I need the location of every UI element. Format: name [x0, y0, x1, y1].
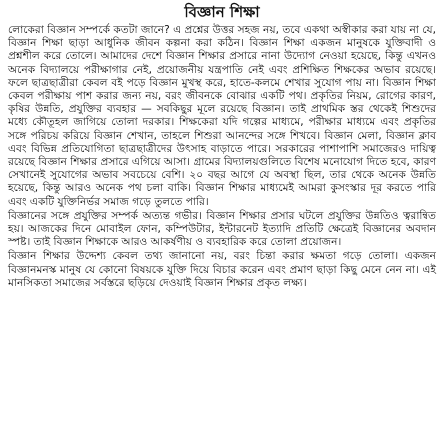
paragraph-1: লোকেরা বিজ্ঞান সম্পর্কে কতটা জানে? এ প্রশ্নের উত্তর সহজ নয়, তবে একথা অস্বীকার করা যায় না যে, বিজ্ঞান শিক্ষা ছাড়া আধুনিক জীবন কল্পনা করা কঠিন। বিজ্ঞান শিক্ষা একজন মানুষকে যুক্তিবাদী ও প্রশ্নশীল করে তোলে। আমাদের দেশে বিজ্ঞান শিক্ষার প্রসারে নানা উদ্যোগ নেওয়া হয়েছে, কিন্তু এখনও অনেক বিদ্যালয়ে পরীক্ষাগার নেই, প্রয়োজনীয় যন্ত্রপাতি নেই এবং প্রশিক্ষিত শিক্ষকের অভাব রয়েছে। ফলে ছাত্রছাত্রীরা কেবল বই পড়ে বিজ্ঞান মুখস্থ করে, হাতে-কলমে শেখার সুযোগ পায় না। বিজ্ঞান শিক্ষা কেবল পরীক্ষায় পাশ করার জন্য নয়, বরং জীবনকে বোঝার একটি পথ। প্রকৃতির নিয়ম, রোগের কারণ, কৃষির উন্নতি, প্রযুক্তির ব্যবহার — সবকিছুর মূলে রয়েছে বিজ্ঞান। তাই প্রাথমিক স্তর থেকেই শিশুদের মধ্যে কৌতূহল জাগিয়ে তোলা দরকার। শিক্ষকেরা যদি গল্পের মাধ্যমে, পরীক্ষার মাধ্যমে এবং প্রকৃতির সঙ্গে পরিচয় করিয়ে বিজ্ঞান শেখান, তাহলে শিশুরা আনন্দের সঙ্গে শিখবে। বিজ্ঞান মেলা, বিজ্ঞান ক্লাব এবং বিভিন্ন প্রতিযোগিতা ছাত্রছাত্রীদের উৎসাহ বাড়াতে পারে। সরকারের পাশাপাশি সমাজেরও দায়িত্ব রয়েছে বিজ্ঞান শিক্ষার প্রসারে এগিয়ে আসা। গ্রামের বিদ্যালয়গুলিতে বিশেষ মনোযোগ দিতে হবে, কারণ সেখানেই সুযোগের অভাব সবচেয়ে বেশি। ২০ বছর আগে যে অবস্থা ছিল, তার থেকে অনেক উন্নতি হয়েছে, কিন্তু আরও অনেক পথ চলা বাকি। বিজ্ঞান শিক্ষার মাধ্যমেই আমরা কুসংস্কার দূর করতে পারি এবং একটি যুক্তিনির্ভর সমাজ গড়ে তুলতে পারি।: [8, 24, 436, 208]
paragraph-2: বিজ্ঞানের সঙ্গে প্রযুক্তির সম্পর্ক অত্যন্ত গভীর। বিজ্ঞান শিক্ষার প্রসার ঘটলে প্রযুক্তির উন্নতিও ত্বরান্বিত হয়। আজকের দিনে মোবাইল ফোন, কম্পিউটার, ইন্টারনেট ইত্যাদি প্রতিটি ক্ষেত্রেই বিজ্ঞানের অবদান স্পষ্ট। তাই বিজ্ঞান শিক্ষাকে আরও আকর্ষণীয় ও ব্যবহারিক করে তোলা প্রয়োজন।: [8, 209, 436, 249]
document-title: বিজ্ঞান শিক্ষা: [184, 3, 260, 21]
paragraph-3: বিজ্ঞান শিক্ষার উদ্দেশ্য কেবল তথ্য জানানো নয়, বরং চিন্তা করার ক্ষমতা গড়ে তোলা। একজন বিজ্ঞানমনস্ক মানুষ যে কোনো বিষয়কে যুক্তি দিয়ে বিচার করেন এবং প্রমাণ ছাড়া কিছু মেনে নেন না। এই মানসিকতা সমাজের সর্বস্তরে ছড়িয়ে দেওয়াই বিজ্ঞান শিক্ষার প্রকৃত লক্ষ্য।: [8, 250, 436, 289]
